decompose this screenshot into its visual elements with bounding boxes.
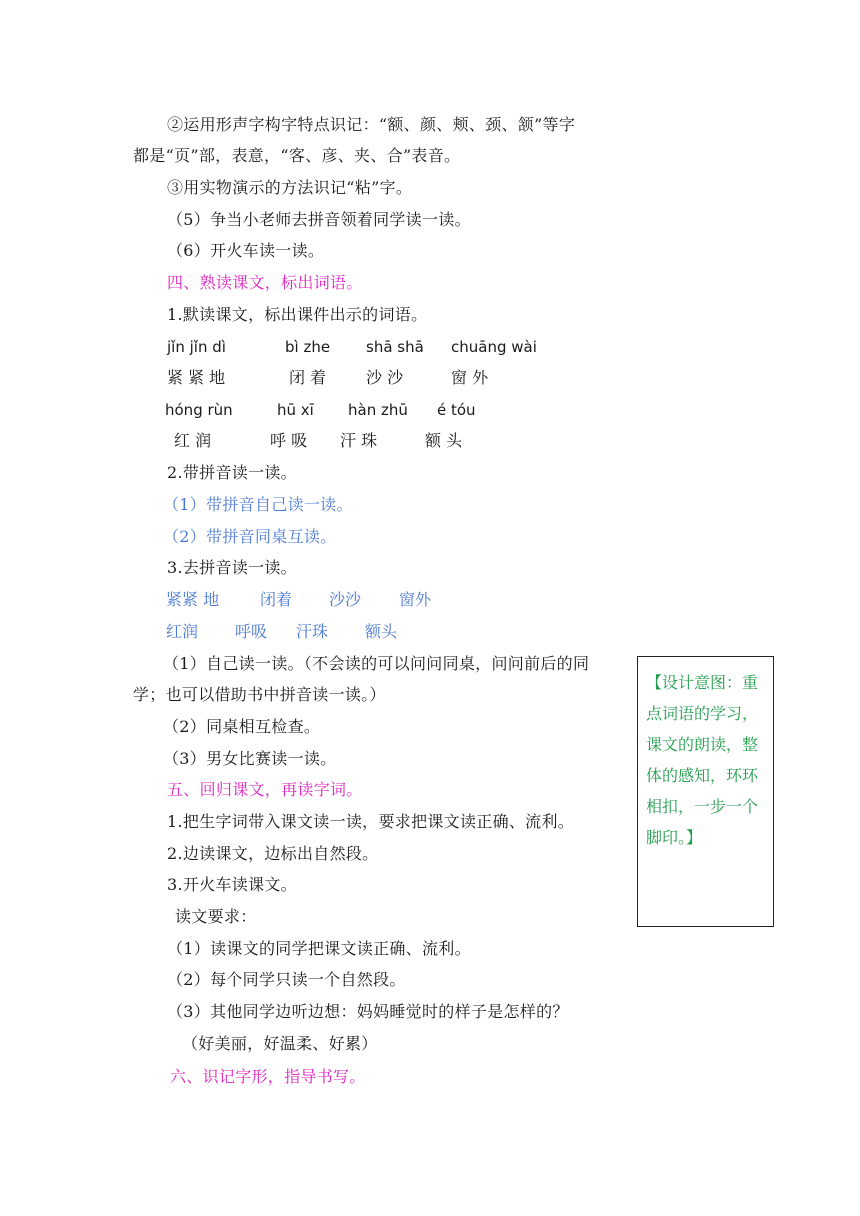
pinyin-etou: é tóu: [437, 401, 476, 419]
design-intent-text: 【设计意图：重点词语的学习，课文的朗读，整体的感知，环环相扣，一步一个脚印。】: [646, 673, 759, 847]
method-line-2-cont: 都是“页”部，表意，“客、彦、夹、合”表音。: [133, 146, 461, 165]
section-heading-5: 五、回归课文，再读字词。: [167, 780, 363, 799]
hanzi-chuangwai: 窗 外: [451, 368, 489, 387]
sub-step-2a: （1）带拼音自己读一读。: [163, 495, 353, 514]
pinyin-chuangwai: chuāng wài: [451, 338, 537, 356]
task-1: 1.把生字词带入课文读一读，要求把课文读正确、流利。: [167, 812, 575, 831]
pinyin-hongrun: hóng rùn: [165, 401, 233, 419]
requirement-1: （1）读课文的同学把课文读正确、流利。: [167, 939, 471, 958]
plain-jinjindi: 紧紧 地: [166, 590, 220, 609]
section-heading-4: 四、熟读课文，标出词语。: [167, 273, 363, 292]
plain-huxi: 呼吸: [235, 622, 268, 641]
plain-bizhe: 闭着: [260, 590, 293, 609]
pinyin-jinjindi: jǐn jǐn dì: [167, 338, 226, 356]
hanzi-etou: 额 头: [425, 431, 463, 450]
reading-step-1-cont: 学；也可以借助书中拼音读一读。）: [133, 685, 386, 704]
section-heading-6: 六、识记字形，指导书写。: [170, 1067, 366, 1086]
hanzi-hongrun: 红 润: [174, 431, 212, 450]
task-3: 3.开火车读课文。: [167, 875, 297, 894]
pinyin-bizhe: bì zhe: [285, 338, 331, 356]
hanzi-jinjindi: 紧 紧 地: [167, 368, 226, 387]
pinyin-shasha: shā shā: [366, 338, 424, 356]
method-line-2: ②运用形声字构字特点识记：“额、颜、颊、颈、颔”等字: [167, 115, 576, 134]
sub-step-2: 2.带拼音读一读。: [167, 463, 297, 482]
pinyin-hanzhu: hàn zhū: [348, 401, 408, 419]
plain-chuangwai: 窗外: [399, 590, 432, 609]
plain-hongrun: 红润: [166, 622, 199, 641]
step-5: （5）争当小老师去拼音领着同学读一读。: [167, 210, 471, 229]
hanzi-hanzhu: 汗 珠: [340, 431, 378, 450]
hanzi-bizhe: 闭 着: [289, 368, 327, 387]
reading-requirements-label: 读文要求：: [175, 907, 257, 926]
design-intent-box: [637, 656, 774, 927]
pinyin-huxi: hū xī: [277, 401, 314, 419]
hanzi-shasha: 沙 沙: [366, 368, 404, 387]
plain-etou: 额头: [365, 622, 398, 641]
reading-step-2: （2）同桌相互检查。: [163, 717, 321, 736]
step-6: （6）开火车读一读。: [167, 241, 325, 260]
sub-step-1: 1.默读课文，标出课件出示的词语。: [167, 305, 428, 324]
method-line-3: ③用实物演示的方法识记“粘”字。: [167, 178, 413, 197]
hanzi-huxi: 呼 吸: [270, 431, 308, 450]
task-2: 2.边读课文，边标出自然段。: [167, 844, 379, 863]
reading-step-3: （3）男女比赛读一读。: [163, 749, 337, 768]
reading-step-1: （1）自己读一读。（不会读的可以问问同桌，问问前后的同: [163, 654, 590, 673]
plain-hanzhu: 汗珠: [296, 622, 329, 641]
sub-step-3: 3.去拼音读一读。: [167, 558, 297, 577]
plain-shasha: 沙沙: [329, 590, 362, 609]
requirement-3-answer: （好美丽，好温柔、好累）: [182, 1034, 378, 1053]
requirement-3: （3）其他同学边听边想：妈妈睡觉时的样子是怎样的？: [167, 1002, 569, 1021]
sub-step-2b: （2）带拼音同桌互读。: [163, 527, 337, 546]
requirement-2: （2）每个同学只读一个自然段。: [167, 970, 406, 989]
